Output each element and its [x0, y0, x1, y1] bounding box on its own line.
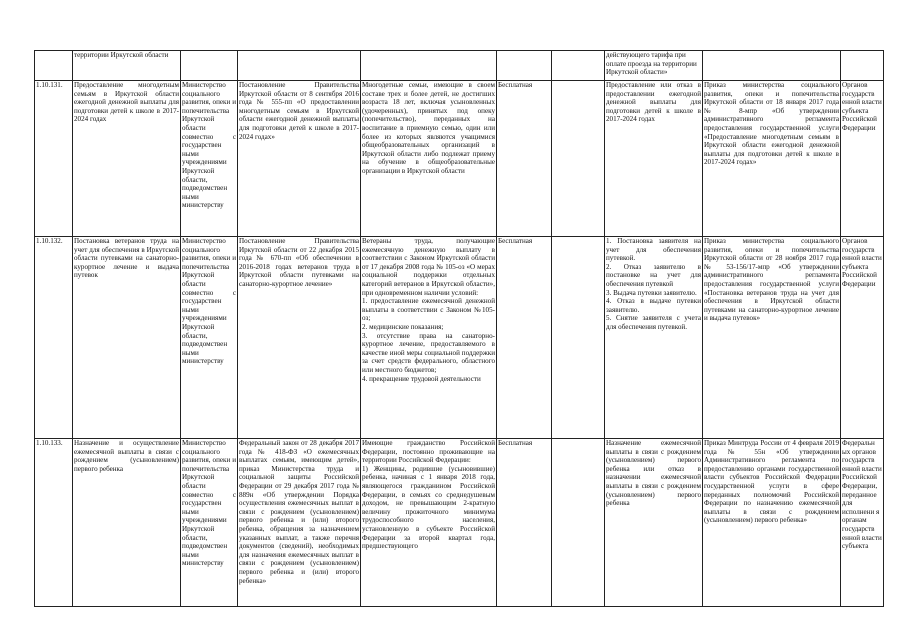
result-line: 1. Постановка заявителя на учет для обеспечения путевкой. — [606, 237, 703, 263]
cell-payment: Бесплатная — [497, 439, 552, 607]
table-row — [35, 439, 884, 607]
cell-authority-level: Федеральн ых органов государств енной власти Российской Федерации, переданное для исполнени я органам государств енной власти субъекта — [841, 439, 884, 607]
cell-extra — [552, 237, 605, 439]
cell-authority-level: Органов государств енной власти субъекта Российской Федерации — [841, 237, 884, 439]
cell-regulation: Приказ министерства социального развития, опеки и попечительства Иркутской области от 28 ноября 2017 года № 53-156/17-мпр «Об утверждении административного регламента предоставления государственной услуги «Постановка ветеранов труда на учет для обеспечения в Иркутской области путевками на санаторно-курортное лечение и выдача путевок» — [703, 237, 841, 439]
result-line: 4. Отказ в выдаче путевки заявителю. — [606, 297, 703, 314]
table-row — [35, 81, 884, 237]
cell-legal-basis: Постановление Правительства Иркутской области от 8 сентября 2016 года № 555-пп «О предоставлении многодетным семьям в Иркутской области ежегодной денежной выплаты для подготовки детей к школе в 2017-2024 годах» — [238, 81, 361, 237]
cell-result — [605, 237, 703, 439]
cell-number: 1.10.132. — [35, 237, 73, 439]
cell-recipients — [361, 51, 497, 81]
condition-line: 1) Женщины, родившие (усыновившие) ребенка, начиная с 1 января 2018 года, являющегося гражданином Российской Федерации, в семьях со среднедушевым доходом, не превышающим 2-кратную величину прожиточного минимума трудоспособного населения, установленную в субъекте Российской Федерации за второй квартал года, предшествующего — [362, 464, 497, 551]
cell-organization — [181, 51, 238, 81]
cell-payment — [497, 51, 552, 81]
condition-line: 3. отсутствие права на санаторно-курортное лечение, предоставляемого в качестве иной меры социальной поддержки за счет средств федерального, областного или местного бюджетов; — [362, 331, 497, 374]
cell-service-name: Предоставление многодетным семьям в Иркутской области ежегодной денежной выплаты для подготовки детей к школе в 2017-2024 годах — [73, 81, 181, 237]
cell-extra — [552, 51, 605, 81]
condition-line: Имеющие гражданство Российской Федерации, постоянно проживающие на территории Российской Федерации: — [362, 439, 497, 465]
cell-extra — [552, 81, 605, 237]
cell-result: Назначение ежемесячной выплаты в связи с рождением (усыновлением) первого ребенка или отказ в назначении ежемесячной выплаты в связи с рождением (усыновлением) первого ребенка — [605, 439, 703, 607]
cell-regulation: Приказ Минтруда России от 4 февраля 2019 года № 55н «Об утверждении Административного регламента по предоставлению органами государственной власти субъектов Российской Федерации государственной услуги в сфере переданных полномочий Российской Федерации по назначению ежемесячной выплаты в связи с рождением (усыновлением) первого ребенка» — [703, 439, 841, 607]
cell-regulation: Приказ министерства социального развития, опеки и попечительства Иркутской области от 18 января 2017 года № 8-мпр «Об утверждении административного регламента предоставления государственной услуги «Предоставление многодетным семьям в Иркутской области ежегодной денежной выплаты для подготовки детей к школе в 2017-2024 годах» — [703, 81, 841, 237]
cell-service-name: Постановка ветеранов труда на учет для обеспечения в Иркутской области путевками на санаторно-курортное лечение и выдача путевок — [73, 237, 181, 439]
cell-recipients — [361, 237, 497, 439]
result-line: 3. Выдача путевки заявителю. — [606, 288, 697, 297]
cell-authority-level: Органов государств енной власти субъекта Российской Федерации — [841, 81, 884, 237]
table-row-continuation — [35, 51, 884, 81]
cell-payment: Бесплатная — [497, 81, 552, 237]
condition-line: 1. предоставление ежемесячной денежной выплаты в соответствии с Законом №105-оз; — [362, 297, 497, 323]
result-line: 5. Снятие заявителя с учета для обеспечения путевкой. — [606, 314, 703, 331]
cell-payment: Бесплатная — [497, 237, 552, 439]
cell-recipients — [361, 439, 497, 607]
condition-line: Ветераны труда, получающие ежемесячную денежную выплату в соответствии с Законом Иркутской области от 17 декабря 2008 года № 105-оз «О мерах социальной поддержки отдельных категорий ветеранов в Иркутской области», при одновременном наличии условий: — [362, 237, 497, 297]
condition-line: 4. прекращение трудовой деятельности — [362, 374, 481, 383]
cell-legal-basis: Федеральный закон от 28 декабря 2017 года № 418-ФЗ «О ежемесячных выплатах семьям, имеющим детей», приказ Министерства труда и социальной защиты Российской Федерации от 29 декабря 2017 года № 889н «Об утверждении Порядка осуществления ежемесячных выплат в связи с рождением (усыновлением) первого ребенка и (или) второго ребенка, обращения за назначением указанных выплат, а также перечня документов (сведений), необходимых для назначения ежемесячных выплат в связи с рождением (усыновлением) первого ребенка и (или) второго ребенка» — [238, 439, 361, 607]
cell-organization: Министерство социального развития, опеки и попечительства Иркутской области совместно с государствен ными учреждениями Иркутской области, подведомствен ными министерству — [181, 237, 238, 439]
cell-recipients: Многодетные семьи, имеющие в своем составе трех и более детей, не достигших возраста 18 лет, включая усыновленных (удочеренных), принятых под опеку (попечительство), переданных на воспитание в приемную семью, один или более из которых являются учащимися общеобразовательных организаций в Иркутской области либо подлежат приему на обучение в общеобразовательные организации в Иркутской области — [361, 81, 497, 237]
cell-legal-basis — [238, 51, 361, 81]
cell-number — [35, 51, 73, 81]
cell-result: Предоставление или отказ в предоставлении ежегодной денежной выплаты для подготовки детей к школе в 2017-2024 годах — [605, 81, 703, 237]
cell-result: действующего тарифа при оплате проезда на территории Иркутской области» — [605, 51, 703, 81]
cell-regulation — [703, 51, 841, 81]
cell-number: 1.10.133. — [35, 439, 73, 607]
registry-table-page — [34, 50, 883, 606]
cell-organization: Министерство социального развития, опеки и попечительства Иркутской области совместно с государствен ными учреждениями Иркутской области, подведомствен ными министерству — [181, 439, 238, 607]
cell-authority-level — [841, 51, 884, 81]
cell-service-name: Назначение и осуществление ежемесячной выплаты в связи с рождением (усыновлением) первого ребенка — [73, 439, 181, 607]
cell-extra — [552, 439, 605, 607]
cell-legal-basis: Постановление Правительства Иркутской области от 22 декабря 2015 года № 670-пп «Об обеспечении в 2016-2018 годах ветеранов труда в Иркутской области путевками на санаторно-курортное лечение» — [238, 237, 361, 439]
table-row — [35, 237, 884, 439]
result-line: 2. Отказ заявителю в постановке на учет для обеспечения путевкой — [606, 262, 703, 288]
cell-service-name: территории Иркутской области — [73, 51, 181, 81]
services-table — [34, 50, 884, 607]
cell-number: 1.10.131. — [35, 81, 73, 237]
cell-organization: Министерство социального развития, опеки и попечительства Иркутской области совместно с государствен ными учреждениями Иркутской области, подведомствен ными министерству — [181, 81, 238, 237]
condition-line: 2. медицинские показания; — [362, 322, 444, 331]
